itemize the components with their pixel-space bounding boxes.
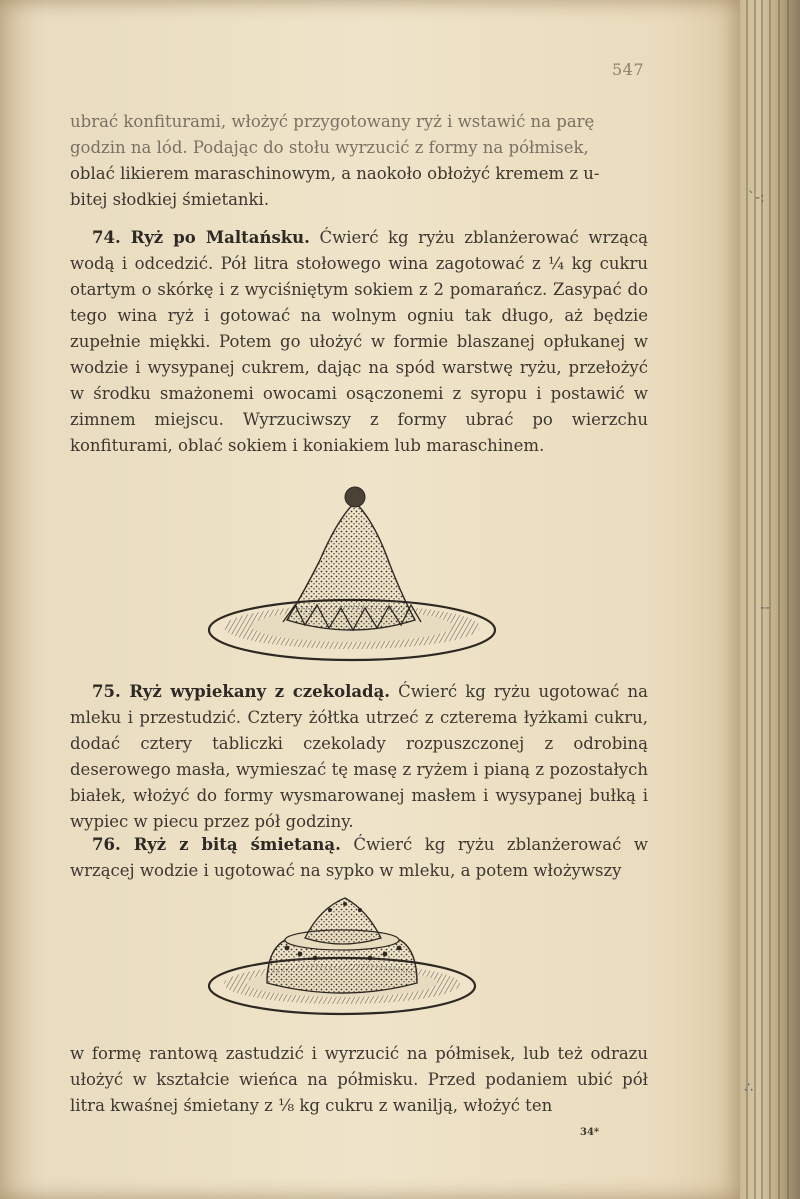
text-line: ubrać konfiturami, włożyć przygotowany ryż i wstawić na parę [70,112,595,131]
recipe-body: Ćwierć kg ryżu zblanżerować w wrzącej wodzie i ugotować na sypko w mleku, a potem włożywszy [70,835,649,880]
rice-ring-illustration [205,888,485,1023]
text-line: oblać likierem maraschinowym, a naokoło obłożyć kremem z u- [70,164,600,183]
rice-dome-illustration [205,480,500,670]
recipe-body-continuation: w formę rantową zastudzić i wyrzucić na półmisek, lub też odrazu ułożyć w kształcie wieńca na półmisku. Przed podaniem ubić pół litra kwaśnej śmietany z ⅛ kg cukru z wanilją, włożyć ten [70,1044,648,1115]
text-block-continuation [70,109,648,213]
recipe-heading: 76. Ryż z bitą śmietaną. [92,835,341,854]
recipe-75 [70,679,648,835]
recipe-76-continuation [70,1041,648,1119]
recipe-body: Ćwierć kg ryżu zblanżerować wrzącą wodą i odcedzić. Pół litra stołowego wina zagotować z ¼ kg cukru otartym o skórkę i z wyciśniętym sokiem z 2 pomarańcz. Zasypać do tego wina ryż i gotować na wolnym ogniu tak długo, aż będzie zupełnie miękki. Potem go ułożyć w formie blaszanej opłukanej w wodzie i wysypanej cukrem, dając na spód warstwę ryżu, przełożyć w środku smażonemi owocami osączonemi z syropu i postawić w zimnem miejscu. Wyrzuciwszy z formy ubrać po wierzchu konfiturami, oblać sokiem i koniakiem lub maraschinem. [70,228,648,455]
recipe-paragraph [70,679,648,835]
recipe-heading: 74. Ryż po Maltańsku. [92,228,310,247]
book-page-edge: ˋ‑: -‑ ∴ [740,0,800,1199]
recipe-paragraph [70,225,648,459]
recipe-76 [70,832,648,884]
text-line: bitej słodkiej śmietanki. [70,190,270,209]
page-number: 547 [612,60,645,79]
recipe-74 [70,225,648,459]
recipe-heading: 75. Ryż wypiekany z czekoladą. [92,682,391,701]
printer-signature: 34* [580,1127,600,1138]
text-line: godzin na lód. Podając do stołu wyrzucić z formy na półmisek, [70,138,589,157]
recipe-paragraph [70,832,648,884]
recipe-body: Ćwierć kg ryżu ugotować na mleku i przestudzić. Cztery żółtka utrzeć z czterema łyżkami cukru, dodać cztery tabliczki czekolady rozpuszczonej z odrobiną deserowego masła, wymieszać tę masę z ryżem i pianą z pozostałych białek, włożyć do formy wysmarowanej masłem i wysypanej bułką i wypiec w piecu przez pół godziny. [70,682,648,831]
